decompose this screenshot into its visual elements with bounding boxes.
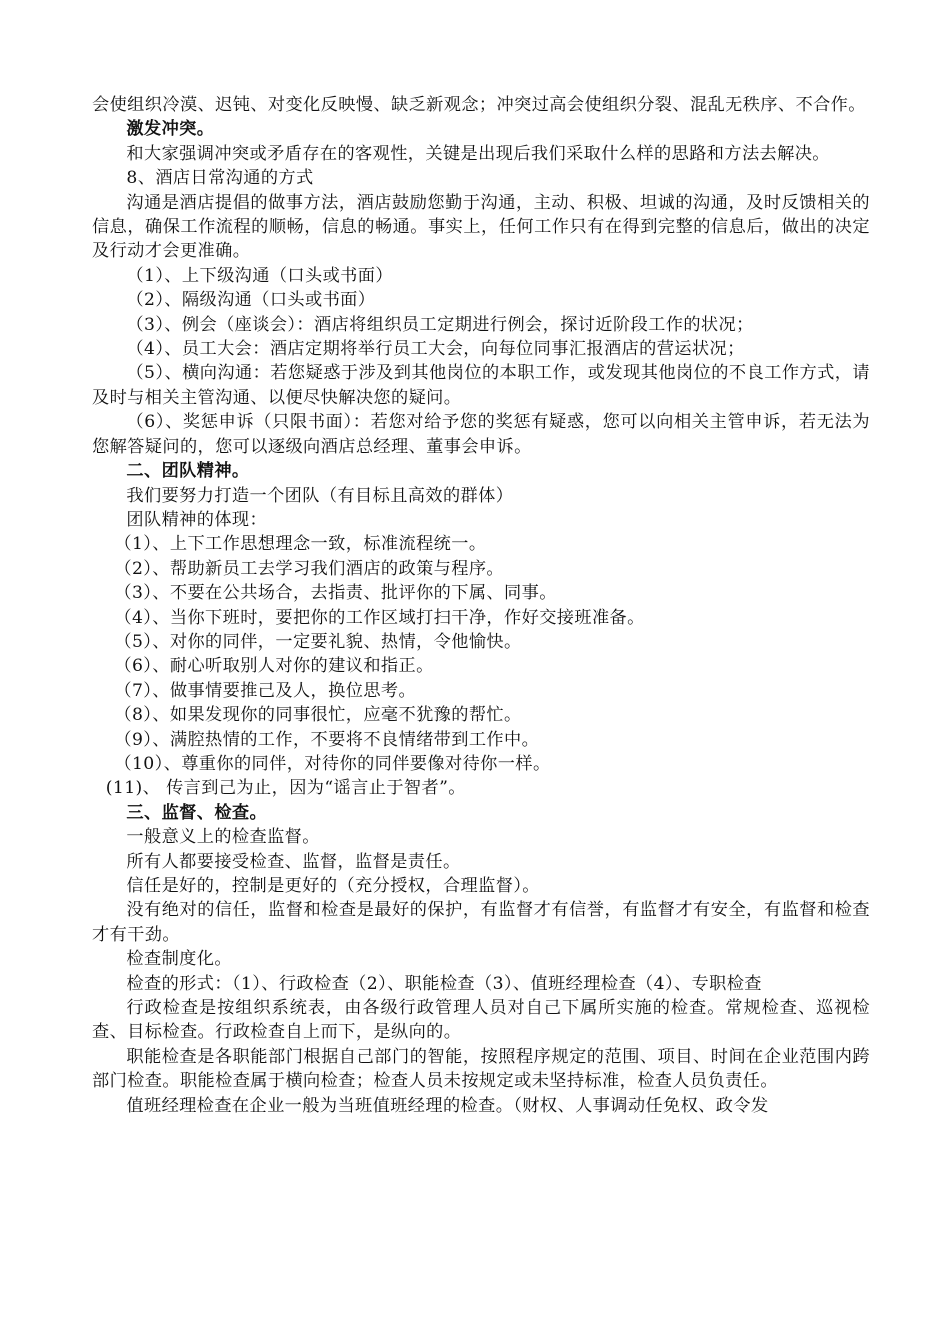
- body-paragraph: （3）、例会（座谈会）：酒店将组织员工定期进行例会，探讨近阶段工作的状况；: [126, 314, 754, 335]
- body-paragraph: （4）、当你下班时，要把你的工作区域打扫干净，作好交接班准备。: [114, 607, 645, 628]
- body-paragraph: 职能检查是各职能部门根据自己部门的智能，按照程序规定的范围、项目、时间在企业范围内跨部门检查。职能检查属于横向检查；检查人员未按规定或未坚持标准，检查人员负责任。: [92, 1046, 870, 1092]
- section-heading: 激发冲突。: [126, 119, 215, 140]
- body-paragraph: （9）、满腔热情的工作，不要将不良情绪带到工作中。: [114, 729, 540, 750]
- body-paragraph: 我们要努力打造一个团队（有目标且高效的群体）: [126, 485, 514, 506]
- body-paragraph: （2）、帮助新员工去学习我们酒店的政策与程序。: [114, 558, 505, 579]
- body-paragraph: （4）、员工大会：酒店定期将举行员工大会，向每位同事汇报酒店的营运状况；: [126, 339, 745, 360]
- body-paragraph: 信任是好的，控制是更好的（充分授权，合理监督）。: [126, 876, 540, 896]
- body-paragraph: 行政检查是按组织系统表，由各级行政管理人员对自己下属所实施的检查。常规检查、巡视检查、目标检查。行政检查自上而下，是纵向的。: [92, 998, 870, 1043]
- body-paragraph: 会使组织冷漠、迟钝、对变化反映慢、缺乏新观念；冲突过高会使组织分裂、混乱无秩序、不合作。: [92, 95, 866, 115]
- body-paragraph: 值班经理检查在企业一般为当班值班经理的检查。（财权、人事调动任免权、政令发: [126, 1095, 769, 1116]
- body-paragraph: （3）、不要在公共场合，去指责、批评你的下属、同事。: [114, 583, 557, 604]
- body-paragraph: （6）、耐心听取别人对你的建议和指正。: [114, 656, 434, 677]
- body-paragraph: （8）、如果发现你的同事很忙，应毫不犹豫的帮忙。: [114, 705, 522, 726]
- body-paragraph: 一般意义上的检查监督。: [126, 827, 320, 848]
- body-paragraph: （6）、奖惩申诉（只限书面）：若您对给予您的奖惩有疑惑，您可以向相关主管申诉，若无法为您解答疑问的，您可以逐级向酒店总经理、董事会申诉。: [92, 412, 870, 457]
- body-paragraph: （10）、尊重你的同伴，对待你的同伴要像对待你一样。: [114, 753, 551, 774]
- body-paragraph: （1）、上下级沟通（口头或书面）: [126, 265, 393, 286]
- body-paragraph: 沟通是酒店提倡的做事方法，酒店鼓励您勤于沟通，主动、积极、坦诚的沟通，及时反馈相关的信息，确保工作流程的顺畅，信息的畅通。事实上，任何工作只有在得到完整的信息后，做出的决定及行动才会更准确。: [92, 192, 870, 262]
- section-heading: 三、监督、检查。: [126, 802, 268, 823]
- body-paragraph: 检查制度化。: [126, 949, 232, 970]
- body-paragraph: 8、酒店日常沟通的方式: [126, 168, 314, 189]
- body-paragraph: （2）、隔级沟通（口头或书面）: [126, 290, 376, 311]
- body-paragraph: （5）、对你的同伴，一定要礼貌、热情，令他愉快。: [114, 631, 522, 652]
- section-heading: 二、团队精神。: [126, 461, 250, 482]
- document-page: [92, 93, 870, 1118]
- body-paragraph: 和大家强调冲突或矛盾存在的客观性，关键是出现后我们采取什么样的思路和方法去解决。: [126, 143, 830, 164]
- body-paragraph: 没有绝对的信任，监督和检查是最好的保护，有监督才有信誉，有监督才有安全，有监督和检查才有干劲。: [92, 900, 870, 945]
- body-paragraph: (11)、 传言到己为止，因为“谣言止于智者”。: [105, 778, 466, 799]
- body-paragraph: （1）、上下工作思想理念一致，标准流程统一。: [114, 534, 487, 555]
- body-paragraph: 检查的形式：（1）、行政检查（2）、职能检查（3）、值班经理检查（4）、专职检查: [126, 973, 762, 994]
- body-paragraph: 团队精神的体现：: [126, 509, 268, 530]
- body-paragraph: （5）、横向沟通：若您疑惑于涉及到其他岗位的本职工作，或发现其他岗位的不良工作方式，请及时与相关主管沟通、以便尽快解决您的疑问。: [92, 363, 870, 408]
- body-paragraph: 所有人都要接受检查、监督，监督是责任。: [126, 851, 461, 872]
- body-paragraph: （7）、做事情要推己及人，换位思考。: [114, 680, 417, 701]
